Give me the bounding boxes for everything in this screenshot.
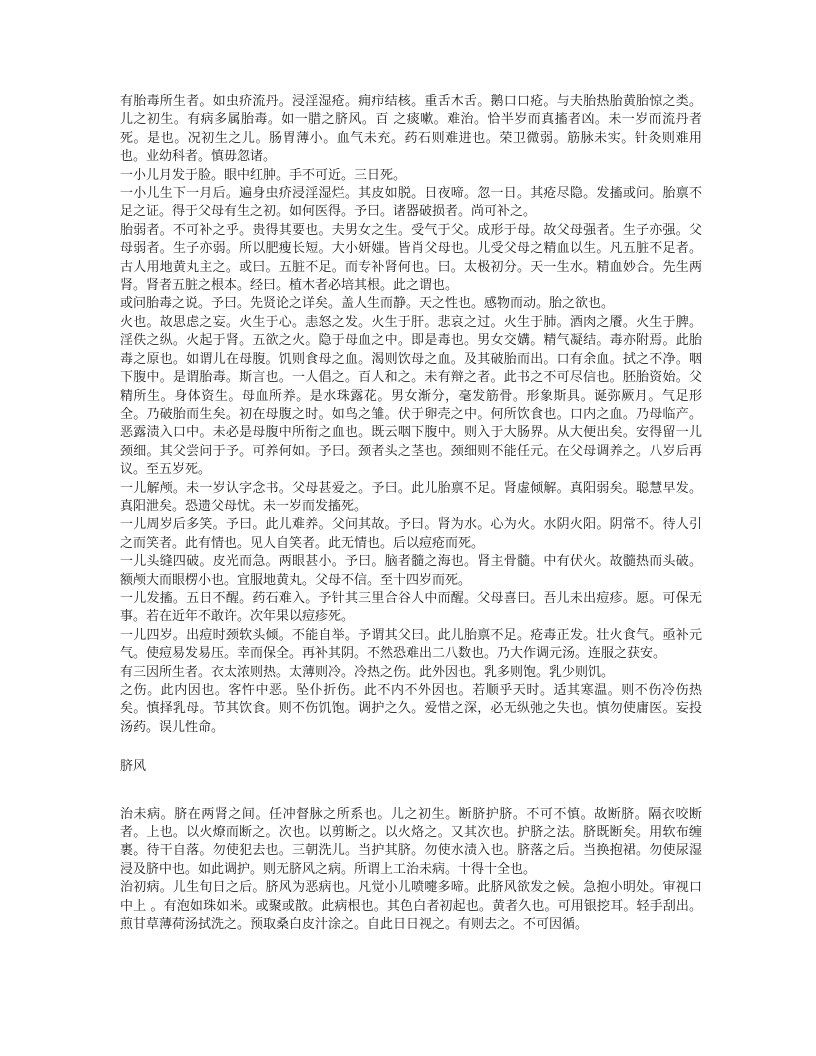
paragraph: 火也。故思虑之妄。火生于心。恚怒之发。火生于肝。悲哀之过。火生于肺。酒肉之餍。火生于脾。淫佚之纵。火起于肾。五欲之火。隐于母血之中。即是毒也。男女交媾。精气凝结。毒亦附焉。此胎毒之原也。如谓儿在母腹。饥则食母之血。渴则饮母之血。及其破胎而出。口有余血。拭之不净。咽下腹中。是谓胎毒。斯言也。一人倡之。百人和之。未有辩之者。此书之不可尽信也。胚胎资始。父精所生。身体资生。母血所养。是水珠露花。男女渐分，毫发筋骨。形象斯具。诞弥厥月。气足形全。乃破胎而生矣。初在母腹之时。如鸟之雏。伏于卵壳之中。何所饮食也。口内之血。乃母临产。恶露渍入口中。未必是母腹中所衔之血也。既云咽下腹中。则入于大肠界。从大便出矣。安得留一儿颈细。其父尝问于予。可养何如。予曰。颈者头之茎也。颈细则不能任元。在父母调养之。八岁后再议。至五岁死。 <box>120 314 702 478</box>
paragraph: 一儿四岁。出痘时颈软头倾。不能自举。予谓其父曰。此儿胎禀不足。疮毒正发。壮火食气。亟补元气。使痘易发易压。幸而保全。再补其阴。不然恐难出二八数也。乃大作调元汤。连服之获安。 <box>120 627 702 662</box>
section-heading: 脐风 <box>120 759 147 775</box>
paragraph: 有胎毒所生者。如虫疥流丹。浸淫湿疮。痈疖结核。重舌木舌。鹅口口疮。与夫胎热胎黄胎惊之类。儿之初生。有病多属胎毒。如一腊之脐风。百 之痰嗽。难治。恰半岁而真搐者凶。未一岁而流丹者死。是也。况初生之儿。肠胃薄小。血气未充。药石则难进也。荣卫微弱。筋脉未实。针灸则难用也。业幼科者。慎毋忽诸。 <box>120 94 702 165</box>
paragraph: 治未病。脐在两肾之间。任冲督脉之所系也。儿之初生。断脐护脐。不可不慎。故断脐。隔衣咬断者。上也。以火燎而断之。次也。以剪断之。以火烙之。又其次也。护脐之法。脐既断矣。用软布缠裹。待干自落。勿使犯去也。三朝洗儿。当护其脐。勿使水渍入也。脐落之后。当换抱裙。勿使尿湿浸及脐中也。如此调护。则无脐风之病。所谓上工治未病。十得十全也。 <box>120 806 702 877</box>
paragraph: 一儿周岁后多笑。予曰。此儿难养。父问其故。予曰。肾为水。心为火。水阴火阳。阴常不。待人引之而笑者。此有情也。见人自笑者。此无情也。后以痘疮而死。 <box>120 517 702 551</box>
document-page <box>120 93 702 934</box>
paragraph: 或问胎毒之说。予曰。先贤论之详矣。盖人生而静。天之性也。感物而动。胎之欲也。 <box>120 296 615 312</box>
intro-section <box>120 93 702 737</box>
paragraph: 一儿解颅。未一岁认字念书。父母甚爱之。予曰。此儿胎禀不足。肾虚倾解。真阳弱矣。聪慧早发。真阳泄矣。恐遗父母忧。未一岁而发搐死。 <box>120 480 702 514</box>
paragraph: 之伤。此内因也。客忤中恶。坠仆折伤。此不内不外因也。若顺乎天时。适其寒温。则不伤冷伤热矣。慎择乳母。节其饮食。则不伤饥饱。调护之久。爱惜之深，必无纵弛之失也。慎勿使庸医。妄投汤药。误儿性命。 <box>120 683 702 735</box>
paragraph: 治初病。儿生旬日之后。脐风为恶病也。凡觉小儿喷嚏多啼。此脐风欲发之候。急抱小明处。审视口中上 。有泡如珠如米。或聚或散。此病根也。其色白者初起也。黄者久也。可用银挖耳。轻手刮出。煎甘草薄荷汤拭洗之。预取桑白皮汁涂之。自此日日视之。有则去之。不可因循。 <box>120 880 702 933</box>
paragraph: 一儿头缝四破。皮光而急。两眼甚小。予曰。脑者髓之海也。肾主骨髓。中有伏火。故髓热而头破。额颅大而眼楞小也。宜服地黄丸。父母不信。至十四岁而死。 <box>120 554 702 588</box>
paragraph: 一小儿月发于脸。眼中红肿。手不可近。三日死。 <box>120 167 407 183</box>
paragraph: 一儿发搐。五日不醒。药石难入。予针其三里合谷人中而醒。父母喜曰。吾儿未出痘疹。愿。可保无事。若在近年不敢许。次年果以痘疹死。 <box>120 590 702 625</box>
navel-wind-section <box>120 806 702 935</box>
paragraph: 胎弱者。不可补之乎。贵得其要也。夫男女之生。受气于父。成形于母。故父母强者。生子亦强。父母弱者。生子亦弱。所以肥瘦长短。大小妍媸。皆肖父母也。儿受父母之精血以生。凡五脏不足者。古人用地黄丸主之。或曰。五脏不足。而专补肾何也。曰。太极初分。天一生水。精血妙合。先生两肾。肾者五脏之根本。经曰。植木者必培其根。此之谓也。 <box>120 222 702 294</box>
paragraph: 有三因所生者。衣太浓则热。太薄则冷。冷热之伤。此外因也。乳多则饱。乳少则饥。 <box>120 664 615 680</box>
paragraph: 一小儿生下一月后。遍身虫疥浸淫湿烂。其皮如脱。日夜啼。忽一日。其疮尽隐。发搐或问。胎禀不足之证。得于父母有生之初。如何医得。予曰。诸器破损者。尚可补之。 <box>120 186 702 220</box>
